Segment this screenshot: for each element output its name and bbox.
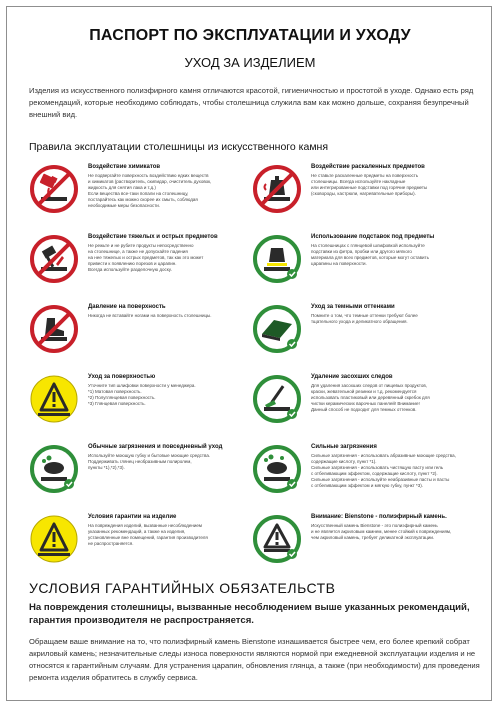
rule-title: Внимание: Bienstone - полиэфирный камень.	[311, 514, 447, 520]
intro-paragraph: Изделия из искусственного полиэфирного камня отличаются красотой, гигиеничностью и простотой в уходе. Однако есть ряд рекомендаций, которые необходимо соблюдать, чтобы столешница служила вам как можно дольше, сохраняя безупречный внешний вид.	[29, 86, 474, 119]
daily-cleaning-icon	[29, 444, 79, 494]
rule-text: Используйте моющую губку и бытовые моющие средства. Поддерживать глянец необразивным полиролем, пункты *1),*2),*3).	[88, 453, 211, 470]
rule-daily-cleaning	[29, 444, 254, 514]
rule-text: На повреждения изделий, вызванные несоблюдением указанных рекомендаций, а также на изделия, установленные вне помещений, гарантия производителя не распространяется.	[88, 523, 208, 546]
rule-stains	[252, 374, 477, 444]
rule-text: Уточните тип шлифовки поверхности у менеджера. *1) Матовая поверхность. *2) Полуглянцевая поверхность. *3) Глянцевая поверхность.	[88, 383, 196, 406]
rule-text: Сильные загрязнения - использовать абразивные моющие средства, содержащие кислоту, пункт *1). Сильные загрязнения - использовать чистящую пасту или гель с отбеливающим эффектом, содержащие кислоту, пункт *2). Сильные загрязнения - используйте неабразивные пасты и пасты с отбеливающим эффектом и мягкую губку, пункт *3).	[311, 453, 456, 488]
rule-text: Помните о том, что темные оттенки требуют более тщательного ухода и деликатного обращения.	[311, 313, 418, 324]
guarantee-text: Обращаем ваше внимание на то, что полиэфирный камень Bienstone изнашивается быстрее чем, его более крепкий собрат акриловый камень; незначительные следы износа поверхности являются нормой при ежедневной эксплуатации изделия и не относятся к гарантийным случаям. Для устранения царапин, обновления глянца, а также (при необходимости) для проведения ремонта изделия обратитесь в службу сервиса.	[29, 637, 480, 682]
rule-text: Искусственный камень Bienstone - это полиэфирный камень и не является акриловым камнем, менее стойкий к повреждениям, чем акриловый камень, требует деликатной эксплуатации.	[311, 523, 452, 540]
heavy-dirt-icon	[252, 444, 302, 494]
warranty-icon	[29, 514, 79, 564]
rule-title: Воздействие раскаленных предметов	[311, 164, 425, 170]
rule-title: Удаление засохших следов	[311, 374, 393, 380]
attention-icon	[252, 514, 302, 564]
rule-heavy-dirt	[252, 444, 477, 514]
rules-left-column	[29, 164, 254, 584]
rule-warranty	[29, 514, 254, 584]
rule-title: Уход за поверхностью	[88, 374, 156, 380]
page-subtitle: УХОД ЗА ИЗДЕЛИЕМ	[184, 55, 316, 70]
rule-title: Воздействие химикатов	[88, 164, 161, 170]
rule-title: Обычные загрязнения и повседневный уход	[88, 444, 223, 450]
rules-right-column	[252, 164, 477, 584]
rule-title: Воздействие тяжелых и острых предметов	[88, 234, 218, 240]
pressure-icon	[29, 304, 79, 354]
rule-title: Использование подставок под предметы	[311, 234, 435, 240]
rule-title: Сильные загрязнения	[311, 444, 377, 450]
rule-stand	[252, 234, 477, 304]
hot-objects-icon	[252, 164, 302, 214]
page-title: ПАСПОРТ ПО ЭКСПЛУАТАЦИИ И УХОДУ	[89, 27, 411, 44]
rule-text: Не ставьте раскаленные предметы на поверхность столешницы. Всегда используйте накладные или интегрированные подставки под горячие предметы (сковороды, кастрюли, нагревательные приборы).	[311, 173, 428, 196]
rules-heading: Правила эксплуатации столешницы из искусственного камня	[29, 141, 329, 153]
rule-title: Уход за темными оттенками	[311, 304, 395, 310]
rule-text: На столешницах с глянцевой шлифовкой используйте подставки из фетра, пробки или другого мягкого материала для всех предметов, которые могут оставить царапины на поверхности.	[311, 243, 429, 266]
guarantee-statement: На повреждения столешницы, вызванные несоблюдением выше указанных рекомендаций, гарантия производителя не распространяется.	[29, 602, 470, 626]
rule-title: Условия гарантии на изделие	[88, 514, 177, 520]
guarantee-title: УСЛОВИЯ ГАРАНТИЙНЫХ ОБЯЗАТЕЛЬСТВ	[29, 580, 336, 596]
surface-care-icon	[29, 374, 79, 424]
rule-text: Не режьте и не рубите продукты непосредственно на столешнице, а также не допускайте падения на нее тяжелых и острых предметов, так как это может привести к появлению порезов и царапин. Всегда используйте разделочную доску.	[88, 243, 204, 272]
rule-attention	[252, 514, 477, 584]
rule-text: Никогда не вставайте ногами на поверхность столешницы.	[88, 313, 212, 318]
rule-dark-shades	[252, 304, 477, 374]
stains-icon	[252, 374, 302, 424]
stand-icon	[252, 234, 302, 284]
rule-hot-objects	[252, 164, 477, 234]
rule-text: Для удаления засохших следов от пищевых продуктов, краски, жевательной резинки и т.д. рекомендуется использовать пластиковый или деревянный скребок для чистки керамических варочных панелей! Внимание! Данный способ не подходит для темных оттенков.	[311, 383, 430, 412]
chemicals-icon	[29, 164, 79, 214]
heavy-objects-icon	[29, 234, 79, 284]
dark-shades-icon	[252, 304, 302, 354]
rule-text: Не подвергайте поверхность воздействию едких веществ и химикатов (растворитель, скипидар, очиститель духовок, жидкость для снятия лака и т.д.) Если вещества все-таки попали на столешницу, постарайтесь как можно скорее их смыть, соблюдая необходимые меры безопасности.	[88, 173, 212, 208]
rule-surface-care	[29, 374, 254, 444]
rule-pressure	[29, 304, 254, 374]
rule-heavy-objects	[29, 234, 254, 304]
rule-chemicals	[29, 164, 254, 234]
rule-title: Давление на поверхность	[88, 304, 166, 310]
